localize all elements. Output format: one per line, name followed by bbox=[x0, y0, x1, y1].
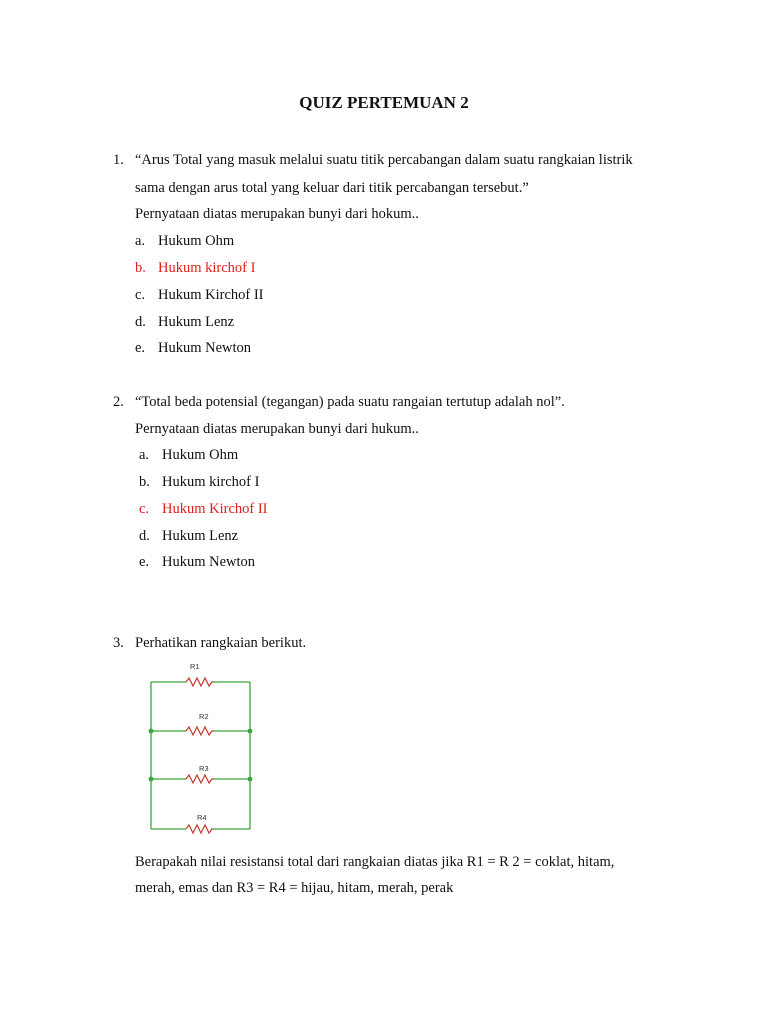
option-letter: c. bbox=[135, 287, 146, 303]
question-text-line: Perhatikan rangkaian berikut. bbox=[135, 635, 307, 651]
question-text-line: “Arus Total yang masuk melalui suatu titik percabangan dalam suatu rangkaian listrik bbox=[135, 152, 633, 168]
resistor-r3 bbox=[186, 775, 214, 783]
option-text: Hukum Newton bbox=[162, 554, 256, 570]
option-letter: d. bbox=[139, 528, 150, 544]
option-text: Hukum Kirchof II bbox=[158, 287, 264, 303]
resistor-r4 bbox=[186, 825, 214, 833]
option-text: Hukum Ohm bbox=[158, 233, 235, 249]
option-letter: b. bbox=[135, 260, 146, 276]
parallel-resistor-circuit-diagram bbox=[140, 655, 265, 835]
question-text-line: Berapakah nilai resistansi total dari rangkaian diatas jika R1 = R 2 = coklat, hitam, bbox=[135, 854, 615, 870]
resistor-label-r1: R1 bbox=[190, 662, 200, 671]
resistor-label-r4: R4 bbox=[197, 813, 207, 822]
question-prompt: Pernyataan diatas merupakan bunyi dari hokum.. bbox=[135, 206, 419, 222]
option-text: Hukum Lenz bbox=[158, 314, 235, 330]
question-prompt: Pernyataan diatas merupakan bunyi dari hukum.. bbox=[135, 421, 419, 437]
option-letter: c. bbox=[139, 501, 150, 517]
question-text-line: “Total beda potensial (tegangan) pada suatu rangaian tertutup adalah nol”. bbox=[135, 394, 565, 410]
option-text: Hukum Lenz bbox=[162, 528, 239, 544]
option-letter: b. bbox=[139, 474, 150, 490]
question-number: 2. bbox=[113, 394, 124, 410]
resistor-label-r3: R3 bbox=[199, 764, 209, 773]
option-text: Hukum Kirchof II bbox=[162, 501, 268, 517]
option-letter: d. bbox=[135, 314, 146, 330]
resistor-r1 bbox=[186, 678, 214, 686]
resistor-label-r2: R2 bbox=[199, 712, 209, 721]
question-text-line: merah, emas dan R3 = R4 = hijau, hitam, merah, perak bbox=[135, 880, 454, 896]
page-title: QUIZ PERTEMUAN 2 bbox=[299, 93, 469, 112]
question-number: 3. bbox=[113, 635, 124, 651]
resistor-r2 bbox=[186, 727, 214, 735]
option-letter: e. bbox=[139, 554, 150, 570]
circuit-wires bbox=[151, 682, 250, 829]
option-text: Hukum Ohm bbox=[162, 447, 239, 463]
option-letter: e. bbox=[135, 340, 146, 356]
option-letter: a. bbox=[139, 447, 150, 463]
option-text: Hukum kirchof I bbox=[162, 474, 260, 490]
option-text: Hukum kirchof I bbox=[158, 260, 256, 276]
option-letter: a. bbox=[135, 233, 146, 249]
option-text: Hukum Newton bbox=[158, 340, 252, 356]
question-number: 1. bbox=[113, 152, 124, 168]
question-text-line: sama dengan arus total yang keluar dari titik percabangan tersebut.” bbox=[135, 180, 529, 196]
circuit-junctions bbox=[149, 729, 253, 782]
